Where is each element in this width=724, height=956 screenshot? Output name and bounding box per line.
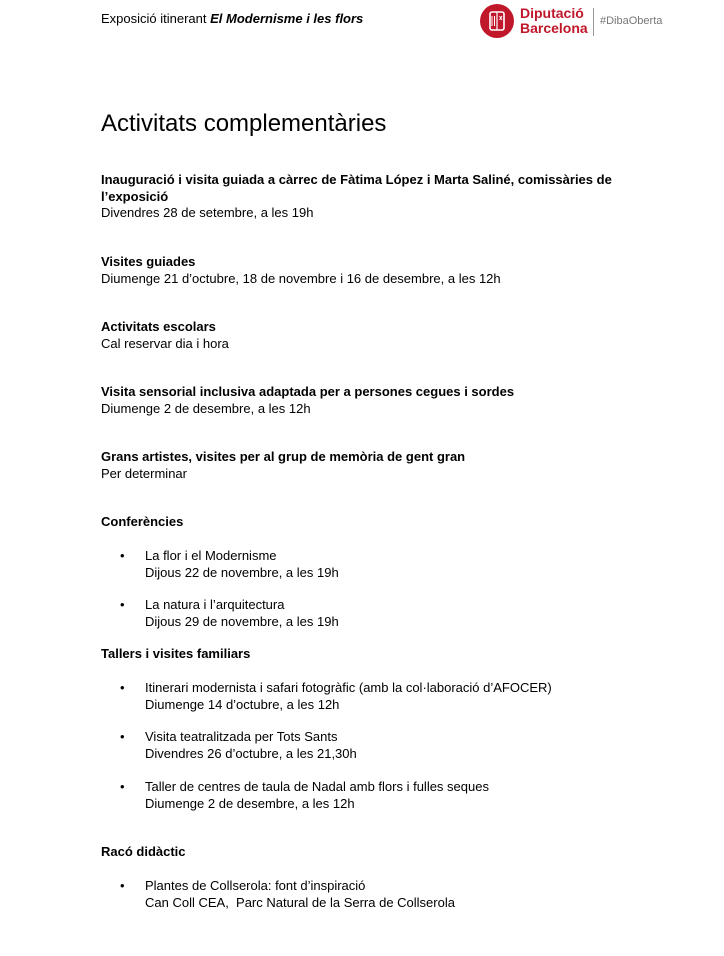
section-heading-conferences: Conferències: [101, 514, 184, 529]
activity-title: Grans artistes, visites per al grup de memòria de gent gran: [101, 449, 466, 464]
activity-item: [101, 449, 636, 482]
bullet-icon: •: [120, 597, 125, 612]
list-item-when: Dijous 29 de novembre, a les 19h: [145, 613, 339, 629]
activity-detail: Diumenge 21 d’octubre, 18 de novembre i 16 de desembre, a les 12h: [101, 270, 501, 286]
brand-line-1: Diputació: [520, 5, 584, 21]
bullet-icon: •: [120, 878, 125, 893]
list-item-name: Plantes de Collserola: font d’inspiració: [145, 878, 366, 893]
hashtag: #DibaOberta: [600, 15, 663, 27]
activity-detail: Cal reservar dia i hora: [101, 335, 229, 351]
brand-line-2: Barcelona: [520, 20, 588, 36]
bullet-icon: •: [120, 729, 125, 744]
bullet-icon: •: [120, 779, 125, 794]
exhibition-title: El Modernisme i les flors: [210, 11, 364, 26]
activity-title: Activitats escolars: [101, 319, 216, 334]
activity-item: [101, 172, 636, 222]
activity-item: [101, 384, 636, 417]
list-item-name: Taller de centres de taula de Nadal amb flors i fulles seques: [145, 779, 489, 794]
activity-title: Visites guiades: [101, 254, 196, 269]
activity-title: Inauguració i visita guiada a càrrec de Fàtima López i Marta Saliné, comissàries de l’exposició: [101, 172, 612, 204]
header-prefix: Exposició itinerant: [101, 11, 211, 26]
list-item-name: La flor i el Modernisme: [145, 548, 277, 563]
list-item-when: Diumenge 2 de desembre, a les 12h: [145, 795, 355, 811]
activity-detail: Per determinar: [101, 465, 187, 481]
section-heading-didactic-corner: Racó didàctic: [101, 844, 186, 859]
list-item-when: Can Coll CEA, Parc Natural de la Serra de Collserola: [145, 894, 455, 910]
activity-item: [101, 319, 636, 352]
list-item-name: La natura i l’arquitectura: [145, 597, 285, 612]
activity-detail: Diumenge 2 de desembre, a les 12h: [101, 400, 311, 416]
brand-name: [520, 6, 588, 36]
activity-title: Visita sensorial inclusiva adaptada per a persones cegues i sordes: [101, 384, 515, 399]
page-title: Activitats complementàries: [101, 110, 387, 137]
activity-item: [101, 254, 636, 287]
seal-icon: [480, 4, 514, 38]
list-item-name: Visita teatralitzada per Tots Sants: [145, 729, 338, 744]
section-heading-workshops: Tallers i visites familiars: [101, 646, 251, 661]
list-item-when: Dijous 22 de novembre, a les 19h: [145, 564, 339, 580]
logo-divider: [593, 8, 594, 36]
list-item-name: Itinerari modernista i safari fotogràfic (amb la col·laboració d’AFOCER): [145, 680, 552, 695]
list-item-when: Divendres 26 d’octubre, a les 21,30h: [145, 745, 357, 761]
bullet-icon: •: [120, 548, 125, 563]
activity-detail: Divendres 28 de setembre, a les 19h: [101, 205, 314, 220]
list-item-when: Diumenge 14 d’octubre, a les 12h: [145, 696, 340, 712]
bullet-icon: •: [120, 680, 125, 695]
document-header: [101, 11, 363, 27]
